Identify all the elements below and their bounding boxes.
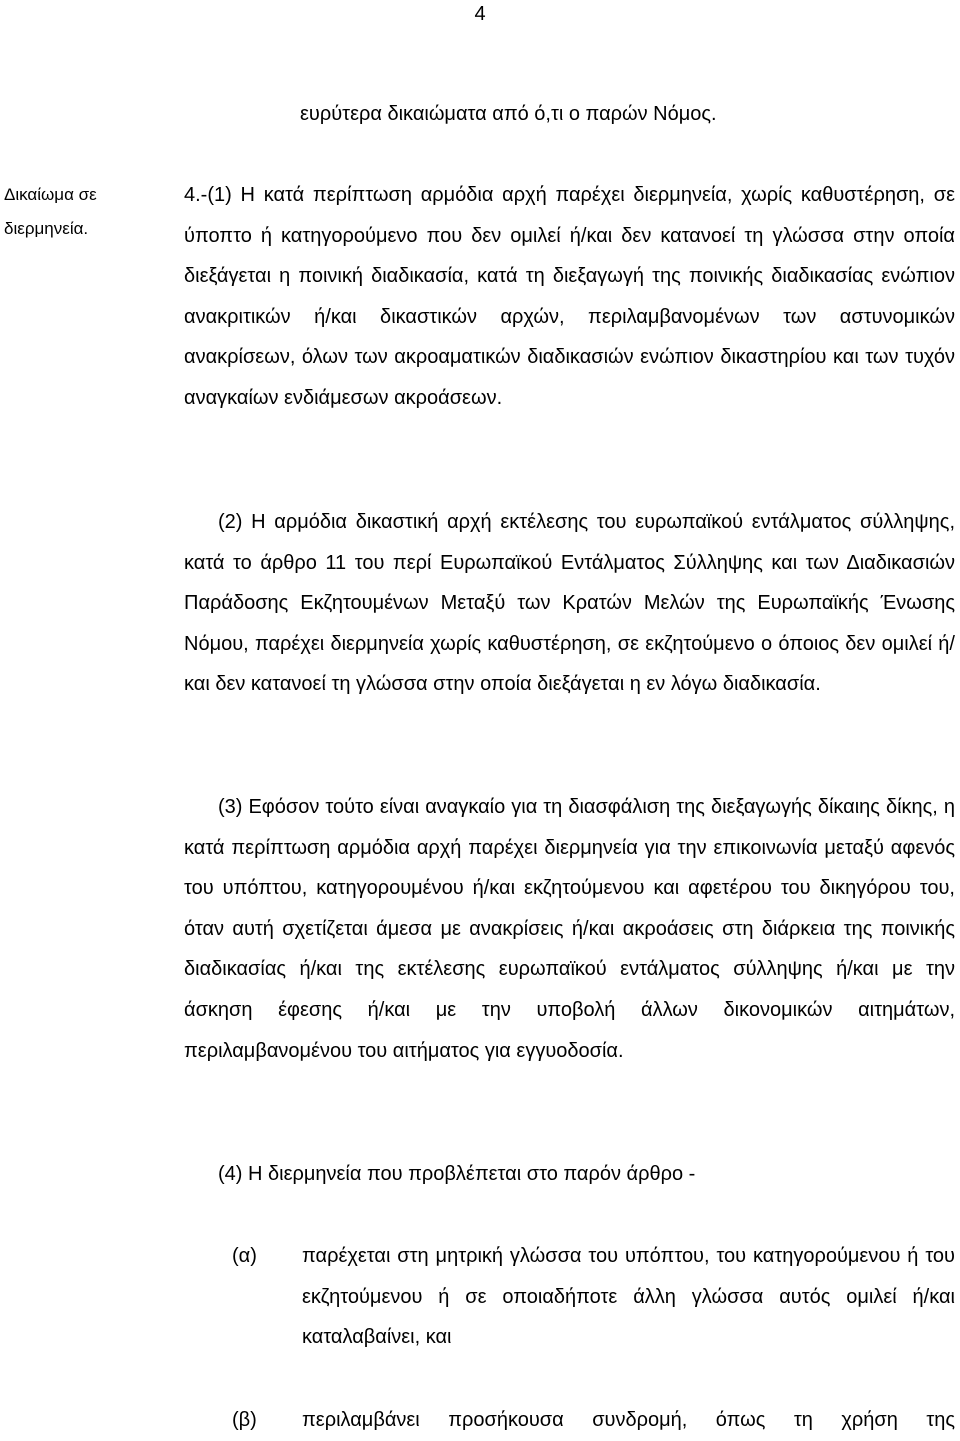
list-item-label: (β) — [232, 1409, 257, 1431]
list-item-text: περιλαμβάνει προσήκουσα συνδρομή, όπως τη χρήση της — [302, 1409, 955, 1431]
section-4-paragraph-1: 4.-(1) Η κατά περίπτωση αρμόδια αρχή παρέχει διερμηνεία, χωρίς καθυστέρηση, σε ύποπτο ή κατηγορούμενο που δεν ομιλεί ή/και δεν κατανοεί τη γλώσσα στην οποία διεξάγεται η ποινική διαδικασία, κατά τη διεξαγωγή της ποινικής διαδικασίας ενώπιον ανακριτικών ή/και δικαστικών αρχών, περιλαμβανομένων των αστυνομικών ανακρίσεων, όλων των ακροαματικών διαδικασιών ενώπιον δικαστηρίου και των τυχόν αναγκαίων ενδιάμεσων ακροάσεων. — [184, 184, 955, 409]
section-4-paragraph-2: (2) Η αρμόδια δικαστική αρχή εκτέλεσης του ευρωπαϊκού εντάλματος σύλληψης, κατά το άρθρο 11 του περί Ευρωπαϊκού Εντάλματος Σύλληψης και των Διαδικασιών Παράδοσης Εκζητουμένων Μεταξύ των Κρατών Μελών της Ευρωπαϊκής Ένωσης Νόμου, παρέχει διερμηνεία χωρίς καθυστέρηση, σε εκζητούμενο ο όποιος δεν ομιλεί ή/και δεν κατανοεί τη γλώσσα στην οποία διεξάγεται η εν λόγω διαδικασία. — [184, 511, 955, 696]
section-4-paragraph-3: (3) Εφόσον τούτο είναι αναγκαίο για τη διασφάλιση της διεξαγωγής δίκαιης δίκης, η κατά περίπτωση αρμόδια αρχή παρέχει διερμηνεία για την επικοινωνία μεταξύ αφενός του υπόπτου, κατηγορουμένου ή/και εκζητούμενου και αφετέρου του δικηγόρου του, όταν αυτή σχετίζεται άμεσα με ανακρίσεις ή/και ακροάσεις στη διάρκεια της ποινικής διαδικασίας ή/και της εκτέλεσης ευρωπαϊκού εντάλματος σύλληψης ή/και με την άσκηση έφεσης ή/και με την υποβολή άλλων δικονομικών αιτημάτων, περιλαμβανομένου του αιτήματος για εγγυοδοσία. — [184, 796, 955, 1062]
list-item-text: παρέχεται στη μητρική γλώσσα του υπόπτου, του κατηγορούμενου ή του εκζητούμενου ή σε οποιαδήποτε άλλη γλώσσα αυτός ομιλεί ή/και καταλαβαίνει, και — [302, 1245, 955, 1349]
page-number: 4 — [474, 3, 486, 25]
section-4-paragraph-4: (4) Η διερμηνεία που προβλέπεται στο παρόν άρθρο - — [218, 1163, 696, 1185]
margin-note: Δικαίωμα σε διερμηνεία. — [4, 185, 97, 238]
continuation-text: ευρύτερα δικαιώματα από ό,τι ο παρών Νόμος. — [300, 103, 717, 125]
list-item-label: (α) — [232, 1245, 257, 1267]
